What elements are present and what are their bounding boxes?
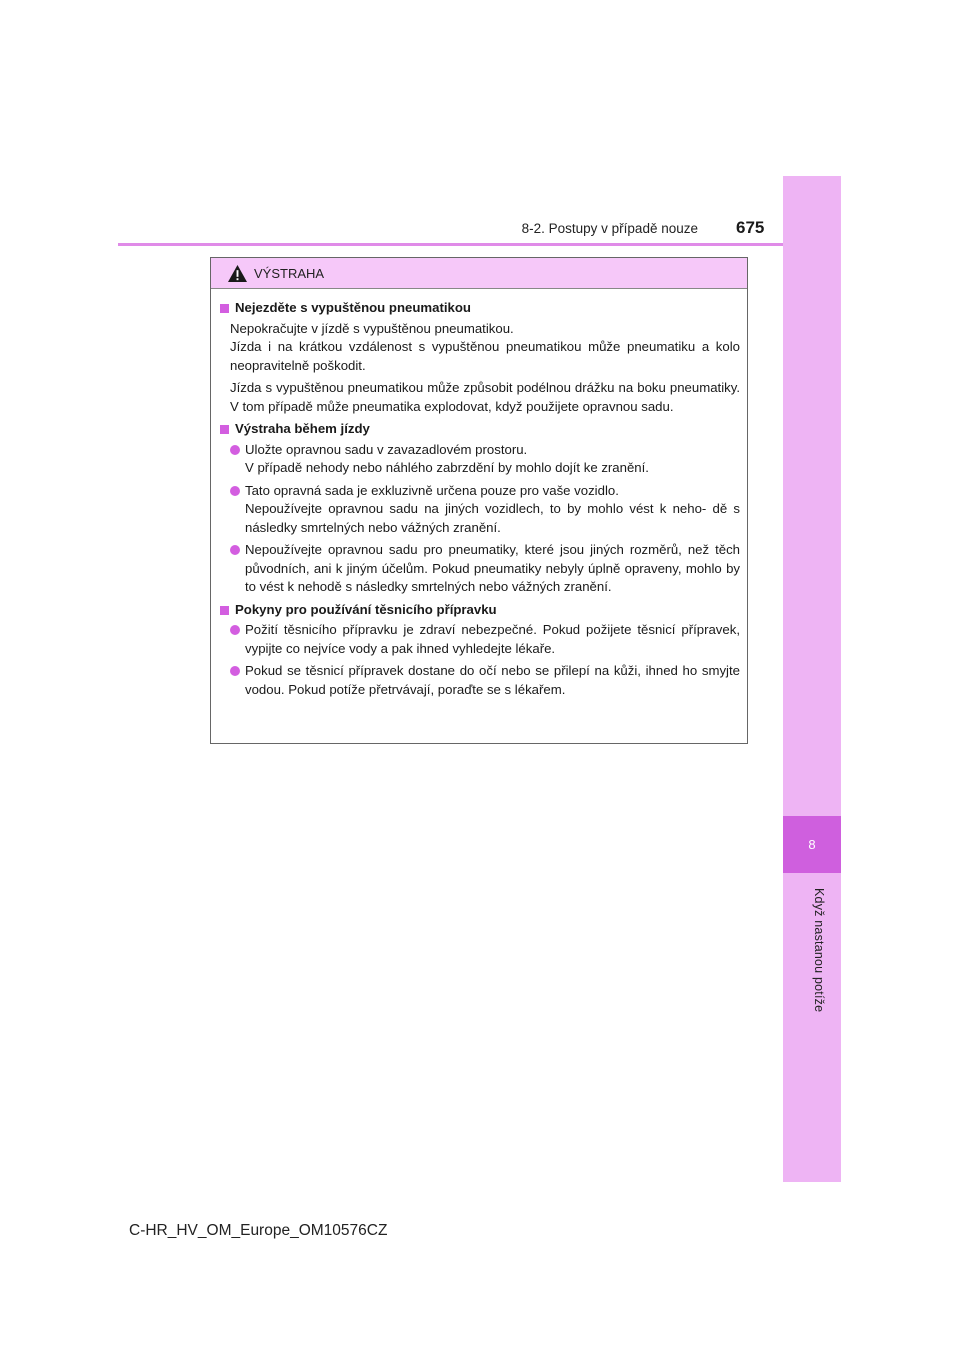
warning-box <box>210 257 748 744</box>
chapter-side-tab <box>783 176 841 1182</box>
chapter-number: 8 <box>808 837 816 852</box>
paragraph: Jízda s vypuštěnou pneumatikou může způsobit podélnou drážku na boku pneumatiky. V tom případě může pneumatika explodovat, když použijete opravnou sadu. <box>230 380 740 414</box>
bullet-item <box>230 621 740 658</box>
warning-body <box>211 289 747 699</box>
chapter-label: Když nastanou potíže <box>812 888 826 1013</box>
header-divider <box>118 243 783 246</box>
bullet-text: Nepoužívejte opravnou sadu pro pneumatiky, které jsou jiných rozměrů, než těch původních, ani k jiným účelům. Pokud pneumatiky nebyly úplně opraveny, mohlo by to vést k nehodě s následky smrtelných nebo vážných zranění. <box>245 542 740 594</box>
paragraph-line: Jízda i na krátkou vzdálenost s vypuštěnou pneumatikou může pneumatiku a kolo neopravitelně poškodit. <box>230 339 740 373</box>
page-number: 675 <box>736 218 765 237</box>
section-heading <box>220 420 740 439</box>
bullet-item <box>230 662 740 699</box>
circle-bullet-icon <box>230 486 240 496</box>
bullet-text: Nepoužívejte opravnou sadu na jiných vozidlech, to by mohlo vést k neho- dě s následky smrtelných nebo vážných zranění. <box>245 501 740 535</box>
bullet-text: Tato opravná sada je exkluzivně určena pouze pro vaše vozidlo. <box>245 482 619 498</box>
square-bullet-icon <box>220 304 229 313</box>
paragraph-line: Nepokračujte v jízdě s vypuštěnou pneumatikou. <box>230 320 514 336</box>
bullet-text: Pokud se těsnicí přípravek dostane do očí nebo se přilepí na kůži, ihned ho smyjte vodou. Pokud potíže přetrvávají, poraďte se s lékařem. <box>245 663 740 697</box>
bullet-item <box>230 441 740 478</box>
warning-header <box>211 258 747 289</box>
square-bullet-icon <box>220 606 229 615</box>
section-heading-text: Pokyny pro používání těsnicího přípravku <box>235 601 497 617</box>
bullet-text: Požití těsnicího přípravku je zdraví nebezpečné. Pokud požijete těsnicí přípravek, vypijte co nejvíce vody a pak ihned vyhledejte lékaře. <box>245 622 740 656</box>
bullet-text: Uložte opravnou sadu v zavazadlovém prostoru. <box>245 441 528 457</box>
bullet-item <box>230 541 740 597</box>
document-id: C-HR_HV_OM_Europe_OM10576CZ <box>129 1222 388 1239</box>
circle-bullet-icon <box>230 545 240 555</box>
bullet-item <box>230 482 740 538</box>
warning-title: VÝSTRAHA <box>254 265 325 281</box>
warning-triangle-icon <box>227 264 248 283</box>
bullet-text: V případě nehody nebo náhlého zabrzdění by mohlo dojít ke zranění. <box>245 460 649 475</box>
section-title: 8-2. Postupy v případě nouze <box>521 221 698 236</box>
section-heading <box>220 601 740 620</box>
circle-bullet-icon <box>230 666 240 676</box>
paragraph <box>230 320 740 376</box>
circle-bullet-icon <box>230 625 240 635</box>
chapter-number-badge <box>783 816 841 873</box>
section-heading <box>220 299 740 318</box>
section-heading-text: Nejezděte s vypuštěnou pneumatikou <box>235 300 471 315</box>
section-heading-text: Výstraha během jízdy <box>235 421 370 436</box>
circle-bullet-icon <box>230 445 240 455</box>
square-bullet-icon <box>220 425 229 434</box>
